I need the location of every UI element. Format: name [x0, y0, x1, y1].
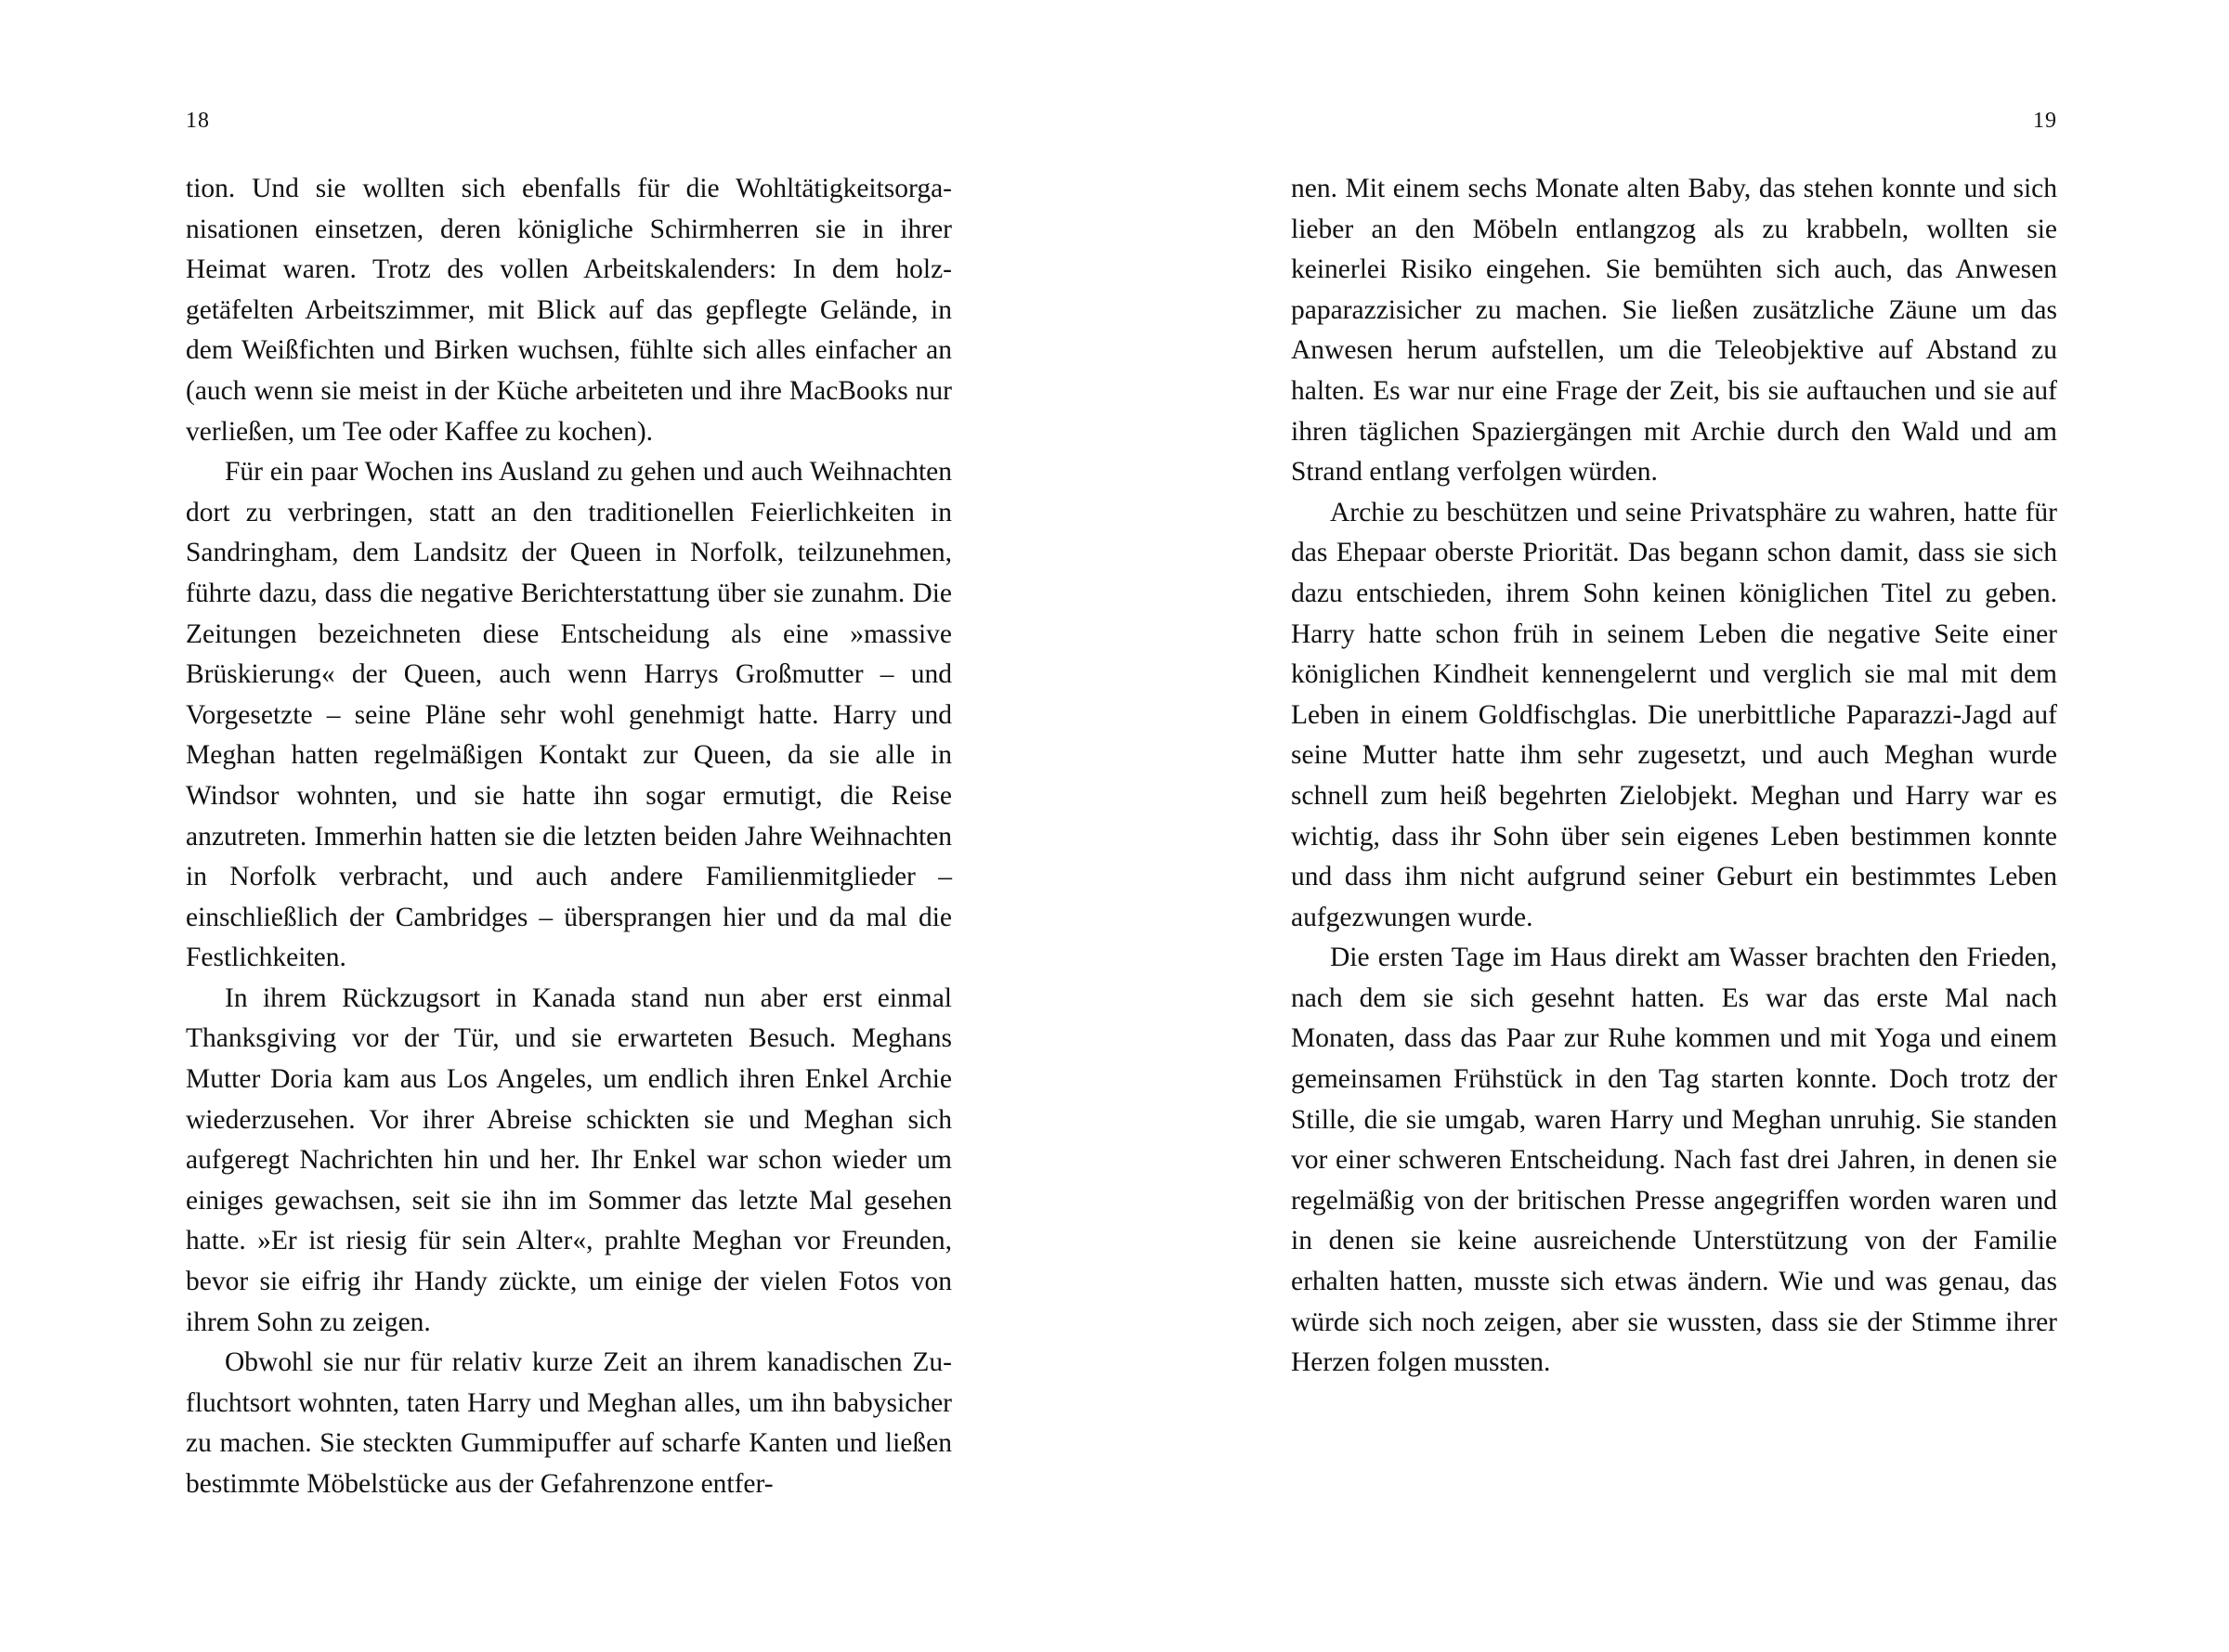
right-page [1114, 0, 2229, 1652]
page-number: 19 [2033, 109, 2057, 133]
left-page [0, 0, 1114, 1652]
paragraph: In ihrem Rückzugsort in Kanada stand nun aber erst einmal Thanksgiving vor der Tür, und sie erwarteten Besuch. Meghans Mutter Doria kam aus Los Angeles, um endlich ihren Enkel Archie wiederzusehen. Vor ihrer Abreise schickten sie und Meghan sich aufgeregt Nachrichten hin und her. Ihr Enkel war schon wieder um einiges gewachsen, seit sie ihn im Sommer das letzte Mal gesehen hatte. »Er ist riesig für sein Alter«, prahlte Meghan vor Freunden, bevor sie eifrig ihr Handy zückte, um einige der vielen Fotos von ihrem Sohn zu zeigen. [186, 982, 952, 1337]
paragraph: Obwohl sie nur für relativ kurze Zeit an ihrem kanadischen Zufluchtsort wohnten, taten Harry und Meghan alles, um ihn babysicher zu machen. Sie steckten Gummipuffer auf scharfe Kanten und ließen bestimmte Möbelstücke aus der Gefahrenzone entfer- [186, 1347, 952, 1499]
page-number: 18 [186, 109, 210, 133]
paragraph: Die ersten Tage im Haus direkt am Wasser brachten den Frieden, nach dem sie sich gesehnt hatten. Es war das erste Mal nach Monaten, dass das Paar zur Ruhe kommen und mit Yoga und einem gemeinsamen Frühstück in den Tag starten konnte. Doch trotz der Stille, die sie umgab, waren Harry und Meghan unruhig. Sie standen vor einer schweren Entscheidung. Nach fast drei Jahren, in denen sie regelmäßig von der britischen Presse angegriffen worden waren und in denen sie keine ausreichende Unterstützung von der Familie erhalten hatten, musste sich etwas ändern. Wie und was genau, das würde sich noch zeigen, aber sie wussten, dass sie der Stimme ihrer Herzen folgen mussten. [1291, 943, 2057, 1378]
paragraph: nen. Mit einem sechs Monate alten Baby, das stehen konnte und sich lieber an den Möbeln entlangzog als zu krabbeln, wollten sie keinerlei Risiko eingehen. Sie bemühten sich auch, das Anwesen paparazzisicher zu machen. Sie ließen zusätzliche Zäune um das Anwesen herum aufstellen, um die Teleobjektive auf Abstand zu halten. Es war nur eine Frage der Zeit, bis sie auftauchen und sie auf ihren täglichen Spaziergängen mit Archie durch den Wald und am Strand entlang verfolgen würden. [1291, 174, 2057, 488]
paragraph: Archie zu beschützen und seine Privatsphäre zu wahren, hatte für das Ehepaar oberste Priorität. Das begann schon damit, dass sie sich dazu entschieden, ihrem Sohn keinen königlichen Titel zu geben. Harry hatte schon früh in seinem Leben die negative Seite einer königlichen Kindheit kennengelernt und verglich sie mal mit dem Leben in einem Goldfischglas. Die unerbittliche Paparazzi-Jagd auf seine Mutter hatte ihm sehr zugesetzt, und auch Meghan wurde schnell zum heiß begehrten Zielobjekt. Meghan und Harry war es wichtig, dass ihr Sohn über sein eigenes Leben bestimmen konnte und dass ihm nicht aufgrund seiner Geburt ein bestimmtes Leben aufgezwungen wurde. [1291, 497, 2057, 932]
paragraph: tion. Und sie wollten sich ebenfalls für die Wohltätigkeitsorganisationen einsetzen, deren königliche Schirmherren sie in ihrer Heimat waren. Trotz des vollen Arbeitskalenders: In dem holzgetäfelten Arbeitszimmer, mit Blick auf das gepflegte Gelände, in dem Weißfichten und Birken wuchsen, fühlte sich alles einfacher an (auch wenn sie meist in der Küche arbeiteten und ihre MacBooks nur verließen, um Tee oder Kaffee zu kochen). [186, 174, 952, 447]
paragraph: Für ein paar Wochen ins Ausland zu gehen und auch Weihnachten dort zu verbringen, statt an den traditionellen Feierlichkeiten in Sandringham, dem Landsitz der Queen in Norfolk, teilzunehmen, führte dazu, dass die negative Berichterstattung über sie zunahm. Die Zeitungen bezeichneten diese Entscheidung als eine »massive Brüskierung« der Queen, auch wenn Harrys Großmutter – und Vorgesetzte – seine Pläne sehr wohl genehmigt hatte. Harry und Meghan hatten regelmäßigen Kontakt zur Queen, da sie alle in Windsor wohnten, und sie hatte ihn sogar ermutigt, die Reise anzutreten. Immerhin hatten sie die letzten beiden Jahre Weihnachten in Norfolk verbracht, und auch andere Familienmitglieder – einschließlich der Cambridges – übersprangen hier und da mal die Festlichkeiten. [186, 457, 952, 973]
body-text [186, 169, 952, 1505]
body-text [1291, 169, 2057, 1384]
